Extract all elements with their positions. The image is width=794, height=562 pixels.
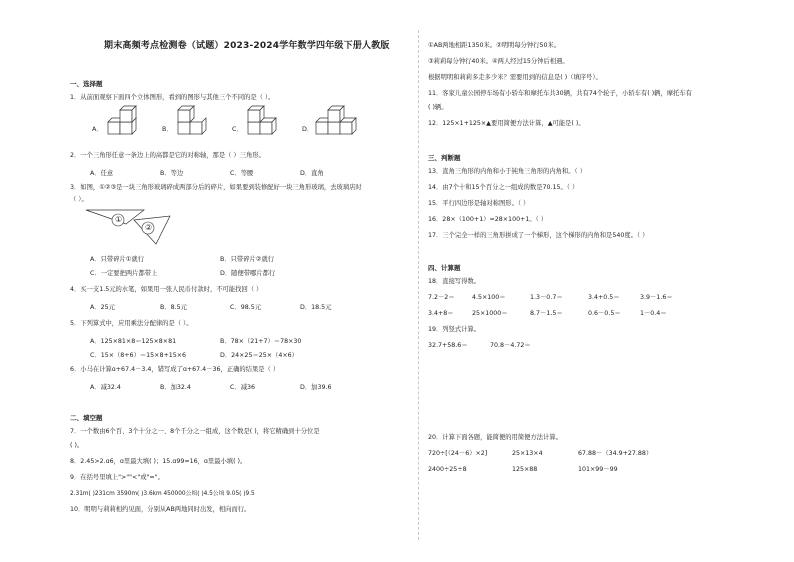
column-divider — [418, 30, 419, 540]
q2-option-d: D．直角 — [300, 170, 324, 177]
shard-label-1: ① — [115, 215, 123, 224]
q10-info-1: ①AB两地相距1350米。②明明每分钟行50米。 — [428, 42, 561, 49]
question-7-cont: ( )。 — [70, 442, 84, 449]
question-18: 18．直接写得数。 — [428, 278, 481, 285]
q20-r1-c1: 720÷[（24－6）×2] — [428, 450, 488, 457]
q18-r1-c5: 3.9－1.6＝ — [640, 294, 673, 301]
question-13: 13．直角三角形的内角和小于钝角三角形的内角和。（ ） — [428, 168, 586, 175]
q1-option-a: A． — [92, 126, 103, 133]
q18-r1-c4: 3.4+0.5＝ — [588, 294, 620, 301]
q18-r1-c3: 1.3－0.7＝ — [530, 294, 563, 301]
q18-r2-c4: 0.6－0.5＝ — [588, 310, 621, 317]
question-14: 14．由7个十和15个百分之一组成的数是70.15。（ ） — [428, 184, 579, 191]
q20-r2-c2: 125×88 — [512, 466, 538, 473]
question-16: 16．28×（100+1）=28×100+1。（ ） — [428, 216, 548, 223]
question-11: 11．客家儿童公园停车场有小轿车和摩托车共30辆，共有74个轮子，小轿车有( )辆，摩托车有 — [428, 90, 692, 97]
question-1: 1．从前面观察下面四个立体图形，看到的图形与其他三个不同的是（ ）。 — [70, 94, 275, 101]
question-8: 8．2.45>2.ɑ6，ɑ里最大填( )；15.ɑ99≈16，ɑ里最小填( )。 — [70, 458, 247, 465]
question-20: 20．计算下面各题，能简便的用简便方法计算。 — [428, 434, 562, 441]
q1-option-b: B． — [162, 126, 173, 133]
shard-label-2: ② — [145, 223, 153, 232]
q3-option-d: D．随便带哪片都行 — [220, 270, 276, 277]
page-title: 期末高频考点检测卷（试题）2023-2024学年数学四年级下册人教版 — [104, 41, 390, 51]
q1-option-c: C． — [232, 126, 243, 133]
cube-figure-d — [314, 110, 364, 138]
question-12: 12．125×1+125×▲要用简便方法计算，▲可能是( )。 — [428, 120, 585, 127]
q3-option-c: C．一定要把两片都带上 — [90, 270, 158, 277]
question-5: 5．下列算式中，应用乘法分配律的是（ ）。 — [70, 320, 193, 327]
section-judge-heading: 三、判断题 — [428, 154, 461, 162]
q18-r2-c5: 1－0.4＝ — [640, 310, 667, 317]
question-9: 9．在括号里填上">""<"或"="。 — [70, 474, 164, 481]
q3-option-b: B．只带碎片②就行 — [220, 256, 275, 263]
q4-option-c: C．98.5元 — [230, 304, 262, 311]
q4-option-b: B．8.5元 — [160, 304, 187, 311]
q5-option-a: A．125×81×8＝125×8×81 — [90, 338, 177, 345]
q6-option-a: A．减32.4 — [90, 384, 121, 391]
left-column — [70, 0, 410, 562]
q18-r2-c3: 8.7－1.5＝ — [530, 310, 563, 317]
right-column — [428, 0, 768, 562]
question-3-cont: （ ）。 — [70, 196, 88, 203]
q6-option-b: B．加32.4 — [160, 384, 191, 391]
q4-option-d: D．18.5元 — [300, 304, 332, 311]
question-9-items: 2.31m( )231cm 3590m( )3.6km 450000公顷( )4.5公顷 9.05( )9.5 — [70, 491, 255, 497]
q1-option-d: D． — [302, 126, 314, 133]
question-11-cont: ( )辆。 — [428, 104, 448, 111]
q18-r1-c2: 4.5×100＝ — [472, 294, 506, 301]
question-7: 7．一个数由6个百、3个十分之一、8个千分之一组成，这个数是( )，将它精确到十分位是 — [70, 428, 320, 435]
section-calc-heading: 四、计算题 — [428, 264, 461, 272]
question-17: 17．三个完全一样的三角形拼成了一个梯形，这个梯形的内角和是540度。（ ） — [428, 232, 649, 239]
question-19: 19．列竖式计算。 — [428, 326, 481, 333]
q2-option-b: B．等边 — [160, 170, 184, 177]
q20-r2-c1: 2400÷25÷8 — [428, 466, 467, 473]
q10-info-2: ③莉莉每分钟行40米。④两人经过15分钟后相遇。 — [428, 58, 569, 65]
q6-option-c: C．减36 — [230, 384, 256, 391]
question-10: 10．明明与莉莉相约见面，分别从AB两地同时出发，相向而行。 — [70, 506, 251, 513]
section-choice-heading: 一、选择题 — [70, 80, 103, 88]
q10-info-3: 根据明明和莉莉多走多少米？需要用到的信息是( )（填序号）。 — [428, 74, 602, 81]
q5-option-c: C．15×（8+6）＝15×8+15×6 — [90, 352, 187, 359]
cube-figure-b — [176, 110, 218, 138]
q19-item-2: 70.8－4.72＝ — [490, 342, 531, 349]
q20-r2-c3: 101×99－99 — [578, 466, 618, 473]
question-3: 3．如图，①②③是一块三角形玻璃碎成两部分后的碎片，如果要到装修配好一块三角形玻璃，去玻璃店时 — [70, 184, 362, 191]
question-15: 15．平行四边形是轴对称图形。（ ） — [428, 200, 530, 207]
cube-figure-c — [246, 110, 288, 138]
question-4: 4．买一支1.5元的水笔，如果用一张人民币付款时，不可能找回（ ） — [70, 286, 263, 293]
q18-r2-c2: 25×1000＝ — [472, 310, 508, 317]
q18-r1-c1: 7.2－2＝ — [428, 294, 455, 301]
section-fill-heading: 二、填空题 — [70, 414, 103, 422]
cube-figure-a — [106, 110, 148, 138]
q6-option-d: D．加39.6 — [300, 384, 332, 391]
q5-option-b: B．78×（21+7）＝78×30 — [220, 338, 302, 345]
question-6: 6．小马在计算ɑ+67.4－3.4，错写成了ɑ+67.4－36，正确的结果是（ ） — [70, 366, 280, 373]
q3-option-a: A．只带碎片①就行 — [90, 256, 145, 263]
question-2: 2．一个三角形任意一条边上的高都是它的对称轴，那是（ ）三角形。 — [70, 152, 265, 159]
q2-option-c: C．等腰 — [230, 170, 254, 177]
q19-item-1: 32.7+58.6＝ — [428, 342, 468, 349]
q2-option-a: A．任意 — [90, 170, 114, 177]
q18-r2-c1: 3.4+8＝ — [428, 310, 454, 317]
q20-r1-c2: 25×13×4 — [512, 450, 543, 457]
glass-shard-figure — [86, 208, 236, 248]
q20-r1-c3: 67.88－（34.9+27.88） — [578, 450, 653, 457]
q4-option-a: A．25元 — [90, 304, 115, 311]
q5-option-d: D．24×25＝25×（4×6） — [220, 352, 298, 359]
